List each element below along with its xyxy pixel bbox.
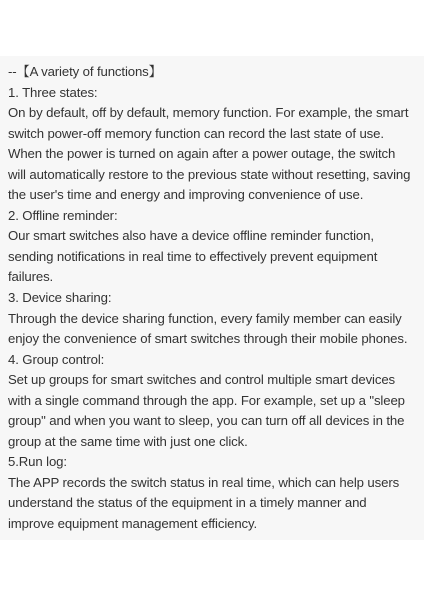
paragraph-line: On by default, off by default, memory function. For example, the smart — [8, 105, 409, 121]
paragraph-line: switch power-off memory function can record the last state of use. — [8, 125, 384, 141]
item-heading-group-control: 4. Group control: — [8, 351, 105, 367]
paragraph-line: Our smart switches also have a device offline reminder function, — [8, 228, 374, 244]
paragraph-line: group at the same time with just one click. — [8, 433, 248, 449]
paragraph-line: the user's time and energy and improving convenience of use. — [8, 187, 364, 203]
paragraph-line: improve equipment management efficiency. — [8, 516, 258, 532]
paragraph-line: with a single command through the app. For example, set up a "sleep — [8, 392, 405, 408]
paragraph-line: group" and when you want to sleep, you can turn off all devices in the — [8, 413, 405, 429]
section-heading: --【A variety of functions】 — [8, 64, 162, 79]
item-heading-run-log: 5.Run log: — [8, 454, 67, 470]
paragraph-line: failures. — [8, 269, 54, 285]
item-heading-offline-reminder: 2. Offline reminder: — [8, 207, 118, 223]
document-text-block — [0, 56, 424, 540]
paragraph-line: will automatically restore to the previous state without resetting, saving — [8, 166, 411, 182]
paragraph-line: enjoy the convenience of smart switches through their mobile phones. — [8, 331, 408, 347]
paragraph-line: When the power is turned on again after a power outage, the switch — [8, 146, 396, 162]
paragraph-line: understand the status of the equipment in a timely manner and — [8, 495, 367, 511]
paragraph-line: sending notifications in real time to effectively prevent equipment — [8, 248, 378, 264]
paragraph-line: Through the device sharing function, every family member can easily — [8, 310, 402, 326]
item-heading-device-sharing: 3. Device sharing: — [8, 290, 112, 306]
paragraph-line: The APP records the switch status in real time, which can help users — [8, 474, 400, 490]
paragraph-line: Set up groups for smart switches and control multiple smart devices — [8, 372, 396, 388]
item-heading-three-states: 1. Three states: — [8, 84, 98, 100]
